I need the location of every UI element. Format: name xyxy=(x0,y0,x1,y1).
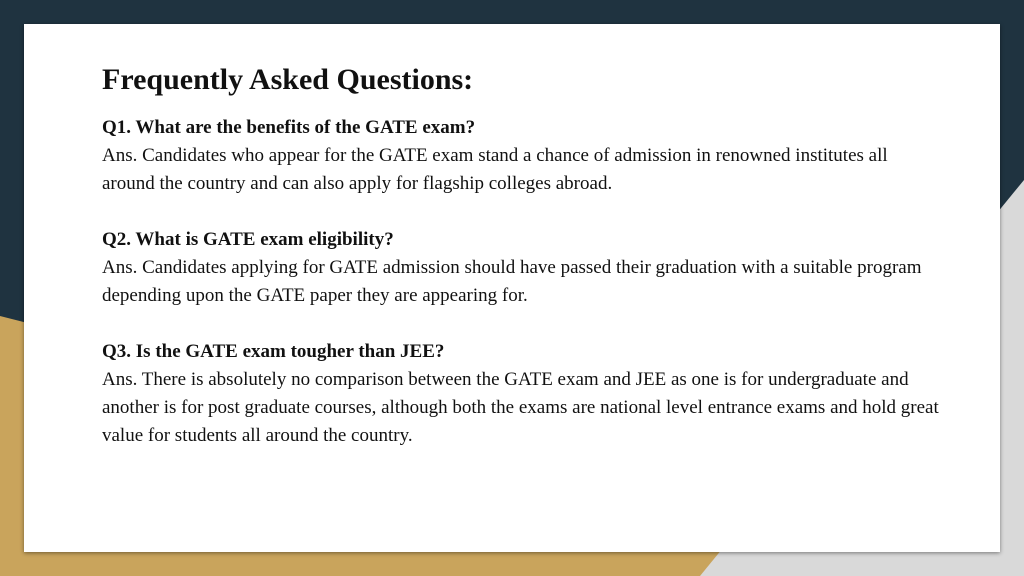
faq-item-2 xyxy=(102,226,942,310)
faq-item-1 xyxy=(102,114,942,198)
content-card xyxy=(24,24,1000,552)
faq-answer: Ans. There is absolutely no comparison between the GATE exam and JEE as one is for undergraduate and another is for post graduate courses, although both the exams are national level entrance exams and hold great value for students all around the country. xyxy=(102,369,939,446)
page-title: Frequently Asked Questions: xyxy=(102,63,474,96)
faq-item-3 xyxy=(102,338,942,450)
faq-question: Q2. What is GATE exam eligibility? xyxy=(102,229,394,250)
faq-question: Q1. What are the benefits of the GATE exam? xyxy=(102,117,476,138)
faq-answer: Ans. Candidates applying for GATE admission should have passed their graduation with a suitable program depending upon the GATE paper they are appearing for. xyxy=(102,257,922,306)
faq-answer: Ans. Candidates who appear for the GATE exam stand a chance of admission in renowned institutes all around the country and can also apply for flagship colleges abroad. xyxy=(102,145,888,194)
faq-content xyxy=(102,60,942,478)
faq-question: Q3. Is the GATE exam tougher than JEE? xyxy=(102,341,445,362)
